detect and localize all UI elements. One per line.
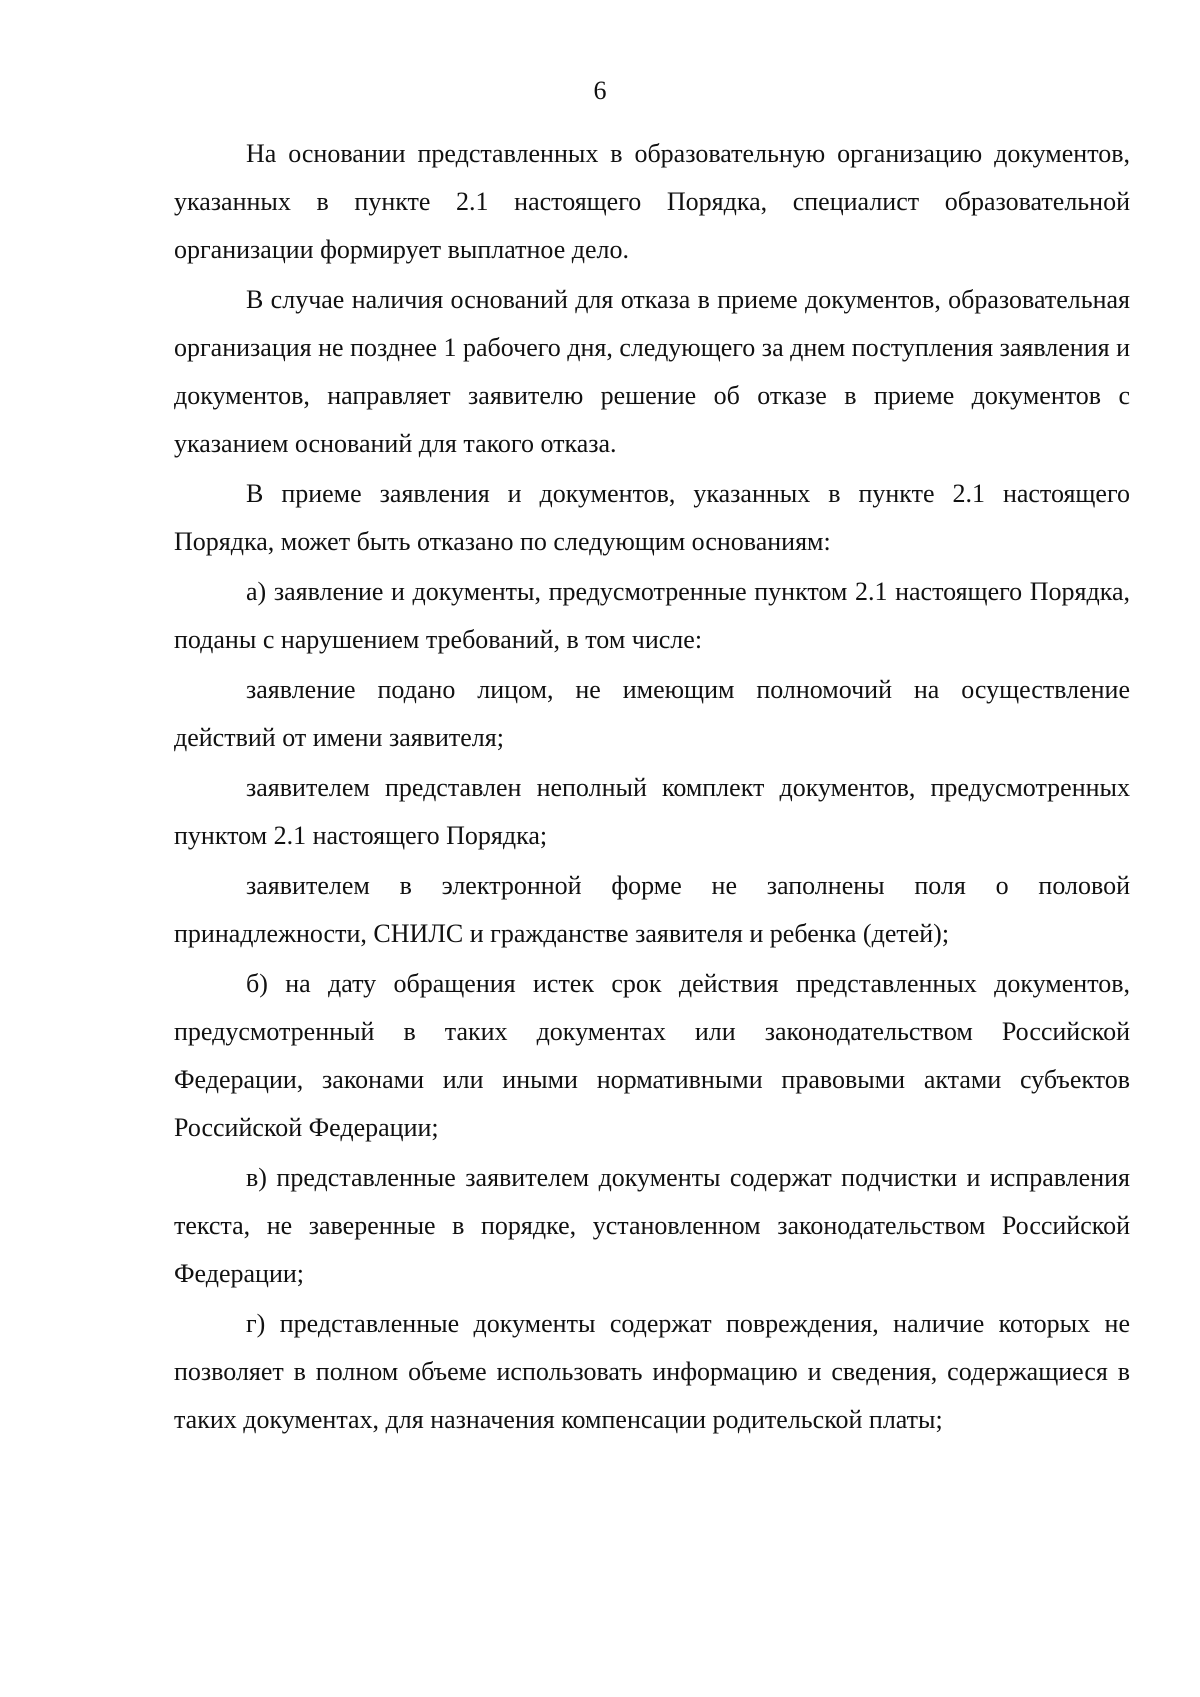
paragraph-basis-for-payment-file: На основании представленных в образовательную организацию документов, указанных в пункте 2.1 настоящего Порядка, специалист образовательной организации формирует выплатное дело. — [174, 139, 1130, 264]
paragraph-ground-a-incomplete: заявителем представлен неполный комплект документов, предусмотренных пунктом 2.1 настоящего Порядка; — [174, 773, 1130, 850]
paragraph-ground-a: а) заявление и документы, предусмотренные пунктом 2.1 настоящего Порядка, поданы с нарушением требований, в том числе: — [174, 577, 1130, 654]
paragraph-ground-g: г) представленные документы содержат повреждения, наличие которых не позволяет в полном объеме использовать информацию и сведения, содержащиеся в таких документах, для назначения компенсации родительской платы; — [174, 1309, 1130, 1434]
paragraph-ground-a-empty-fields: заявителем в электронной форме не заполнены поля о половой принадлежности, СНИЛС и гражданстве заявителя и ребенка (детей); — [174, 871, 1130, 948]
paragraph-ground-v: в) представленные заявителем документы содержат подчистки и исправления текста, не заверенные в порядке, установленном законодательством Российской Федерации; — [174, 1163, 1130, 1288]
paragraph-refusal-grounds-intro: В приеме заявления и документов, указанных в пункте 2.1 настоящего Порядка, может быть отказано по следующим основаниям: — [174, 479, 1130, 556]
paragraph-ground-b: б) на дату обращения истек срок действия представленных документов, предусмотренный в таких документах или законодательством Российской Федерации, законами или иными нормативными правовыми актами субъектов Российской Федерации; — [174, 969, 1130, 1142]
page-number: 6 — [593, 76, 607, 105]
paragraph-ground-a-unauthorized: заявление подано лицом, не имеющим полномочий на осуществление действий от имени заявителя; — [174, 675, 1130, 752]
paragraph-refusal-notice: В случае наличия оснований для отказа в приеме документов, образовательная организация не позднее 1 рабочего дня, следующего за днем поступления заявления и документов, направляет заявителю решение об отказе в приеме документов с указанием оснований для такого отказа. — [174, 285, 1130, 458]
document-body — [174, 130, 1130, 1446]
